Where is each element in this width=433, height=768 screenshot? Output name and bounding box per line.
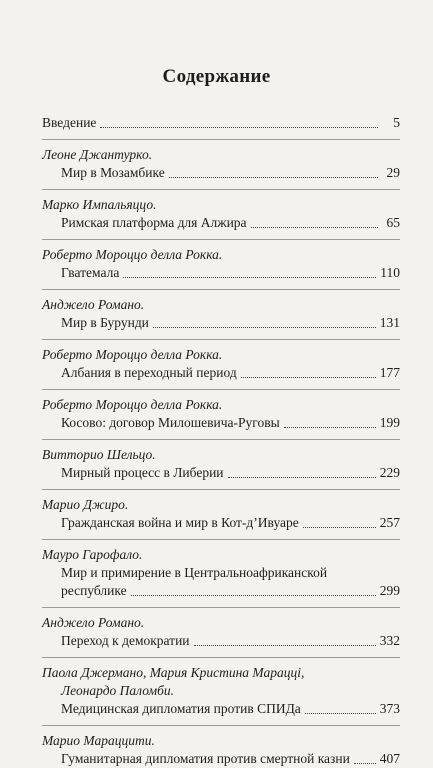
page-number: 332 [379, 633, 400, 648]
toc-entry[interactable] [42, 146, 400, 182]
toc-row [42, 414, 400, 432]
divider [42, 539, 400, 540]
toc-entry[interactable] [42, 296, 400, 332]
leader-dots [305, 712, 376, 714]
divider [42, 489, 400, 490]
leader-dots [100, 126, 378, 128]
leader-dots [153, 326, 376, 328]
toc-row [42, 700, 400, 718]
toc-entry[interactable] [42, 396, 400, 432]
toc-entry[interactable] [42, 346, 400, 382]
divider [42, 657, 400, 658]
leader-dots [284, 426, 376, 428]
table-of-contents [42, 114, 400, 768]
entry-author: Роберто Мороццо делла Рокка. [42, 397, 223, 412]
divider [42, 239, 400, 240]
divider [42, 439, 400, 440]
leader-dots [303, 526, 376, 528]
entry-author: Леонардо Паломби. [61, 683, 174, 698]
entry-author: Витторио Шельцо. [42, 447, 156, 462]
entry-title: Гражданская война и мир в Кот-д’Ивуаре [61, 515, 299, 530]
entry-author: Анджело Романо. [42, 615, 145, 630]
entry-title: Мир в Бурунди [61, 315, 149, 330]
toc-row [42, 464, 400, 482]
divider [42, 139, 400, 140]
entry-title: Албания в переходный период [61, 365, 237, 380]
leader-dots [251, 226, 378, 228]
page-number: 177 [379, 365, 400, 380]
page-number: 199 [379, 415, 400, 430]
entry-author: Марио Мараццити. [42, 733, 155, 748]
page-number: 229 [379, 465, 400, 480]
toc-row [42, 364, 400, 382]
leader-dots [194, 644, 376, 646]
entry-title: Косово: договор Милошевича-Руговы [61, 415, 280, 430]
page-number: 407 [379, 751, 400, 766]
page-number: 257 [379, 515, 400, 530]
toc-entry[interactable] [42, 196, 400, 232]
entry-title: республике [61, 583, 127, 598]
entry-title: Медицинская дипломатия против СПИДа [61, 701, 301, 716]
page-number: 299 [379, 583, 400, 598]
page-number: 65 [386, 215, 400, 230]
page-number: 131 [379, 315, 400, 330]
divider [42, 289, 400, 290]
toc-entry[interactable] [42, 614, 400, 650]
entry-title: Мир в Мозамбике [61, 165, 165, 180]
toc-entry[interactable] [42, 732, 400, 768]
entry-title: Гуманитарная дипломатия против смертной казни [61, 751, 350, 766]
toc-entry[interactable] [42, 246, 400, 282]
entry-author: Марио Джиро. [42, 497, 129, 512]
entry-title: Переход к демократии [61, 633, 190, 648]
entry-title: Введение [42, 115, 97, 130]
page-number: 5 [393, 115, 400, 130]
toc-entry[interactable] [42, 546, 400, 600]
leader-dots [228, 476, 376, 478]
entry-author: Леоне Джантурко. [42, 147, 153, 162]
toc-row [42, 514, 400, 532]
page-title: Содержание [162, 66, 271, 87]
entry-author: Мауро Гарофало. [42, 547, 143, 562]
entry-title: Римская платформа для Алжира [61, 215, 247, 230]
divider [42, 607, 400, 608]
entry-author: Роберто Мороццо делла Рокка. [42, 347, 223, 362]
page-number: 110 [380, 265, 400, 280]
leader-dots [169, 176, 378, 178]
divider [42, 725, 400, 726]
toc-entry[interactable] [42, 114, 400, 132]
toc-entry[interactable] [42, 664, 400, 718]
leader-dots [354, 762, 376, 764]
entry-author: Марко Импальяццо. [42, 197, 157, 212]
entry-author: Роберто Мороццо делла Рокка. [42, 247, 223, 262]
toc-row [42, 632, 400, 650]
toc-row [42, 114, 400, 132]
toc-row [42, 750, 400, 768]
leader-dots [241, 376, 376, 378]
toc-row [42, 314, 400, 332]
leader-dots [131, 594, 376, 596]
toc-row [42, 582, 400, 600]
toc-row [42, 264, 400, 282]
toc-row [42, 214, 400, 232]
divider [42, 189, 400, 190]
leader-dots [123, 276, 376, 278]
entry-author: Анджело Романо. [42, 297, 145, 312]
toc-entry[interactable] [42, 446, 400, 482]
toc-row [42, 164, 400, 182]
divider [42, 389, 400, 390]
divider [42, 339, 400, 340]
page-number: 29 [386, 165, 400, 180]
entry-title-line: Мир и примирение в Центральноафриканской [61, 565, 328, 580]
entry-title: Мирный процесс в Либерии [61, 465, 224, 480]
entry-author: Паола Джермано, Мария Кристина Мараццi, [42, 665, 305, 680]
entry-title: Гватемала [61, 265, 120, 280]
toc-entry[interactable] [42, 496, 400, 532]
page-number: 373 [379, 701, 400, 716]
